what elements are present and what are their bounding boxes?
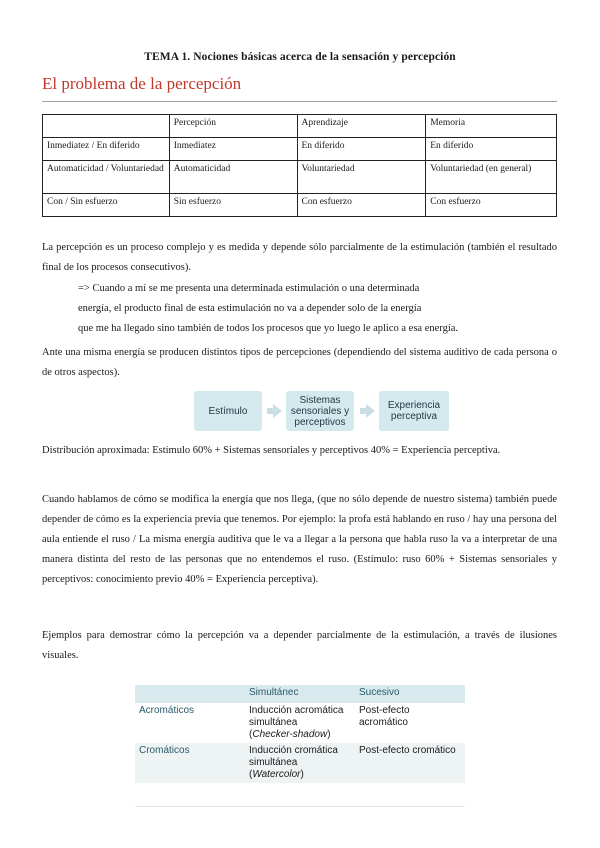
table-cell: Con esfuerzo bbox=[297, 194, 426, 217]
table-row bbox=[135, 743, 465, 783]
indented-line: => Cuando a mí se me presenta una determinada estimulación o una determinada bbox=[78, 283, 420, 294]
flow-step-systems: Sistemas sensoriales y perceptivos bbox=[286, 391, 354, 431]
table-cell: Sin esfuerzo bbox=[169, 194, 297, 217]
table-cell: Voluntariedad (en general) bbox=[426, 161, 557, 194]
table-cell: Inducción cromática simultánea (Watercolor) bbox=[245, 743, 355, 783]
indented-note bbox=[78, 279, 558, 339]
paragraph-energy: Ante una misma energía se producen distintos tipos de percepciones (dependiendo del sistema auditivo de cada persona o de otros aspectos). bbox=[42, 347, 557, 378]
table-header-row bbox=[135, 685, 465, 703]
table-cell: Inmediatez bbox=[169, 138, 297, 161]
arrow-right-icon bbox=[366, 404, 375, 418]
table-header-cell: Simultánec bbox=[245, 685, 355, 703]
table-header-cell: Percepción bbox=[169, 115, 297, 138]
arrow-right-icon bbox=[273, 404, 282, 418]
table-row-label: Con / Sin esfuerzo bbox=[43, 194, 170, 217]
table-row-label: Acromáticos bbox=[135, 703, 245, 743]
indented-line: energía, el producto final de esta estimulación no va a depender solo de la energía bbox=[78, 303, 422, 314]
comparison-table bbox=[42, 114, 557, 217]
paragraph-intro: La percepción es un proceso complejo y es medida y depende sólo parcialmente de la estimulación (también el resultado final de los procesos consecutivos). bbox=[42, 242, 557, 273]
table-cell: En diferido bbox=[297, 138, 426, 161]
document-title: TEMA 1. Nociones básicas acerca de la sensación y percepción bbox=[144, 51, 456, 63]
table-cell: Automaticidad bbox=[169, 161, 297, 194]
table-bottom-rule bbox=[135, 806, 465, 807]
table-row bbox=[43, 161, 557, 194]
paragraph-example: Cuando hablamos de cómo se modifica la energía que nos llega, (que no sólo depende de nuestro sistema) también puede depender de cómo es la experiencia previa que tenemos. Por ejemplo: la profa está hablando en ruso / hay una persona del aula entiende el ruso / La misma energía auditiva que le va a llegar a la persona que habla ruso la va a interpretar de una manera distinta del resto de las personas que no entendemos el ruso. (Estímulo: ruso 60% + Sistemas sensoriales y perceptivos: conocimiento previo 40% = Experiencia perceptiva). bbox=[42, 494, 557, 585]
table-row-label: Inmediatez / En diferido bbox=[43, 138, 170, 161]
table-row bbox=[43, 194, 557, 217]
table-cell: Post-efecto acromático bbox=[355, 703, 465, 743]
table-row-label: Automaticidad / Voluntariedad bbox=[43, 161, 170, 194]
flow-step-experience: Experiencia perceptiva bbox=[379, 391, 449, 431]
illusion-name: Inducción cromática simultánea bbox=[249, 745, 338, 768]
table-row-label: Cromáticos bbox=[135, 743, 245, 783]
paragraph-illusions: Ejemplos para demostrar cómo la percepción va a depender parcialmente de la estimulación, a través de ilusiones visuales. bbox=[42, 630, 557, 661]
table-cell: Inducción acromática simultánea (Checker-shadow) bbox=[245, 703, 355, 743]
table-header-cell: Memoria bbox=[426, 115, 557, 138]
section-heading: El problema de la percepción bbox=[42, 74, 242, 93]
flow-step-stimulus: Estímulo bbox=[194, 391, 262, 431]
table-cell: En diferido bbox=[426, 138, 557, 161]
illusions-table bbox=[135, 685, 465, 783]
table-cell: Post-efecto cromático bbox=[355, 743, 465, 783]
table-row bbox=[43, 138, 557, 161]
paragraph-distribution: Distribución aproximada: Estímulo 60% + Sistemas sensoriales y perceptivos 40% = Experiencia perceptiva. bbox=[42, 445, 501, 456]
process-flow-diagram bbox=[194, 391, 441, 431]
table-header-cell: Aprendizaje bbox=[297, 115, 426, 138]
illusion-name: Inducción acromática simultánea bbox=[249, 705, 344, 728]
table-header-row bbox=[43, 115, 557, 138]
indented-line: que me ha llegado sino también de todos los procesos que yo luego le aplico a esa energía. bbox=[78, 323, 459, 334]
table-row bbox=[135, 703, 465, 743]
heading-divider bbox=[42, 101, 557, 102]
illusion-example: Checker-shadow bbox=[252, 729, 328, 740]
table-cell bbox=[135, 685, 245, 703]
table-cell: Voluntariedad bbox=[297, 161, 426, 194]
illusion-example: Watercolor bbox=[252, 769, 301, 780]
table-header-cell: Sucesivo bbox=[355, 685, 465, 703]
table-cell: Con esfuerzo bbox=[426, 194, 557, 217]
table-cell bbox=[43, 115, 170, 138]
